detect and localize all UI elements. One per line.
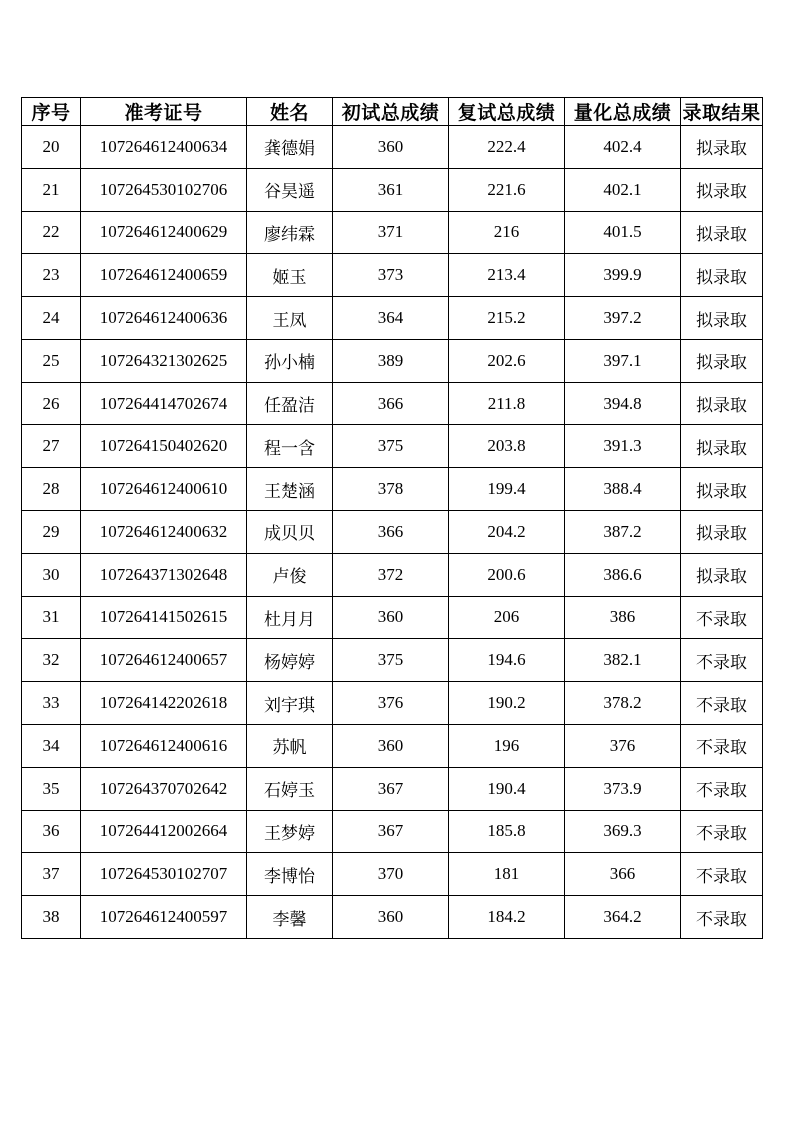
table-cell-initial_score: 360 bbox=[333, 724, 449, 767]
table-row bbox=[22, 553, 763, 596]
table-cell-initial_score: 360 bbox=[333, 596, 449, 639]
table-cell-exam_id: 107264412002664 bbox=[81, 810, 247, 853]
table-row bbox=[22, 297, 763, 340]
table-cell-retest_score: 222.4 bbox=[449, 126, 565, 169]
table-cell-retest_score: 184.2 bbox=[449, 896, 565, 939]
table-cell-result: 拟录取 bbox=[681, 425, 763, 468]
table-cell-quantified_score: 382.1 bbox=[565, 639, 681, 682]
table-cell-result: 不录取 bbox=[681, 810, 763, 853]
table-cell-result: 不录取 bbox=[681, 596, 763, 639]
table-cell-index: 23 bbox=[22, 254, 81, 297]
table-cell-retest_score: 199.4 bbox=[449, 468, 565, 511]
table-cell-initial_score: 366 bbox=[333, 511, 449, 554]
column-header-exam_id: 准考证号 bbox=[81, 98, 247, 126]
table-cell-index: 33 bbox=[22, 682, 81, 725]
table-cell-name: 王楚涵 bbox=[247, 468, 333, 511]
table-cell-exam_id: 107264414702674 bbox=[81, 382, 247, 425]
table-cell-exam_id: 107264612400610 bbox=[81, 468, 247, 511]
results-table bbox=[21, 97, 763, 939]
table-cell-initial_score: 367 bbox=[333, 767, 449, 810]
table-cell-initial_score: 371 bbox=[333, 211, 449, 254]
table-cell-result: 拟录取 bbox=[681, 126, 763, 169]
table-row bbox=[22, 724, 763, 767]
column-header-index: 序号 bbox=[22, 98, 81, 126]
column-header-initial_score: 初试总成绩 bbox=[333, 98, 449, 126]
table-cell-initial_score: 375 bbox=[333, 425, 449, 468]
table-cell-index: 36 bbox=[22, 810, 81, 853]
table-cell-exam_id: 107264141502615 bbox=[81, 596, 247, 639]
table-cell-quantified_score: 397.2 bbox=[565, 297, 681, 340]
column-header-quantified_score: 量化总成绩 bbox=[565, 98, 681, 126]
table-cell-name: 杨婷婷 bbox=[247, 639, 333, 682]
table-cell-result: 不录取 bbox=[681, 767, 763, 810]
table-cell-quantified_score: 386.6 bbox=[565, 553, 681, 596]
table-cell-exam_id: 107264612400616 bbox=[81, 724, 247, 767]
table-row bbox=[22, 382, 763, 425]
table-cell-exam_id: 107264612400632 bbox=[81, 511, 247, 554]
table-cell-index: 35 bbox=[22, 767, 81, 810]
table-cell-index: 27 bbox=[22, 425, 81, 468]
table-cell-result: 拟录取 bbox=[681, 382, 763, 425]
table-cell-result: 拟录取 bbox=[681, 254, 763, 297]
table-cell-exam_id: 107264612400659 bbox=[81, 254, 247, 297]
table-cell-exam_id: 107264530102707 bbox=[81, 853, 247, 896]
table-row bbox=[22, 853, 763, 896]
table-cell-name: 王凤 bbox=[247, 297, 333, 340]
table-body bbox=[22, 126, 763, 939]
table-cell-quantified_score: 366 bbox=[565, 853, 681, 896]
table-cell-retest_score: 181 bbox=[449, 853, 565, 896]
table-cell-result: 不录取 bbox=[681, 682, 763, 725]
table-cell-initial_score: 370 bbox=[333, 853, 449, 896]
table-cell-quantified_score: 386 bbox=[565, 596, 681, 639]
table-cell-name: 李博怡 bbox=[247, 853, 333, 896]
table-cell-quantified_score: 397.1 bbox=[565, 339, 681, 382]
table-cell-retest_score: 200.6 bbox=[449, 553, 565, 596]
table-cell-quantified_score: 378.2 bbox=[565, 682, 681, 725]
table-cell-name: 任盈洁 bbox=[247, 382, 333, 425]
table-cell-initial_score: 378 bbox=[333, 468, 449, 511]
table-cell-exam_id: 107264612400636 bbox=[81, 297, 247, 340]
table-cell-name: 卢俊 bbox=[247, 553, 333, 596]
table-cell-name: 石婷玉 bbox=[247, 767, 333, 810]
table-cell-initial_score: 360 bbox=[333, 896, 449, 939]
table-cell-index: 25 bbox=[22, 339, 81, 382]
table-row bbox=[22, 468, 763, 511]
table-cell-quantified_score: 391.3 bbox=[565, 425, 681, 468]
table-cell-exam_id: 107264612400634 bbox=[81, 126, 247, 169]
table-cell-exam_id: 107264612400657 bbox=[81, 639, 247, 682]
table-cell-index: 28 bbox=[22, 468, 81, 511]
table-cell-retest_score: 204.2 bbox=[449, 511, 565, 554]
table-cell-quantified_score: 364.2 bbox=[565, 896, 681, 939]
table-row bbox=[22, 596, 763, 639]
table-cell-quantified_score: 401.5 bbox=[565, 211, 681, 254]
table-cell-exam_id: 107264371302648 bbox=[81, 553, 247, 596]
table-row bbox=[22, 168, 763, 211]
table-cell-initial_score: 372 bbox=[333, 553, 449, 596]
table-cell-name: 李馨 bbox=[247, 896, 333, 939]
table-cell-quantified_score: 387.2 bbox=[565, 511, 681, 554]
table-cell-index: 37 bbox=[22, 853, 81, 896]
table-row bbox=[22, 810, 763, 853]
table-cell-name: 谷昊遥 bbox=[247, 168, 333, 211]
table-cell-initial_score: 373 bbox=[333, 254, 449, 297]
table-row bbox=[22, 425, 763, 468]
table-cell-index: 31 bbox=[22, 596, 81, 639]
table-cell-index: 38 bbox=[22, 896, 81, 939]
table-cell-quantified_score: 376 bbox=[565, 724, 681, 767]
table-cell-name: 王梦婷 bbox=[247, 810, 333, 853]
table-cell-quantified_score: 369.3 bbox=[565, 810, 681, 853]
table-cell-exam_id: 107264612400597 bbox=[81, 896, 247, 939]
table-row bbox=[22, 767, 763, 810]
table-cell-name: 孙小楠 bbox=[247, 339, 333, 382]
table-cell-index: 32 bbox=[22, 639, 81, 682]
table-cell-result: 拟录取 bbox=[681, 553, 763, 596]
table-cell-quantified_score: 373.9 bbox=[565, 767, 681, 810]
table-row bbox=[22, 126, 763, 169]
table-cell-result: 拟录取 bbox=[681, 468, 763, 511]
table-cell-exam_id: 107264370702642 bbox=[81, 767, 247, 810]
table-cell-initial_score: 366 bbox=[333, 382, 449, 425]
results-table-container bbox=[21, 97, 762, 939]
table-row bbox=[22, 211, 763, 254]
table-cell-name: 龚德娟 bbox=[247, 126, 333, 169]
table-cell-initial_score: 364 bbox=[333, 297, 449, 340]
table-cell-initial_score: 367 bbox=[333, 810, 449, 853]
table-cell-index: 34 bbox=[22, 724, 81, 767]
table-cell-index: 29 bbox=[22, 511, 81, 554]
table-cell-initial_score: 375 bbox=[333, 639, 449, 682]
table-cell-name: 成贝贝 bbox=[247, 511, 333, 554]
table-cell-index: 26 bbox=[22, 382, 81, 425]
table-cell-retest_score: 194.6 bbox=[449, 639, 565, 682]
column-header-retest_score: 复试总成绩 bbox=[449, 98, 565, 126]
table-cell-initial_score: 389 bbox=[333, 339, 449, 382]
table-cell-exam_id: 107264530102706 bbox=[81, 168, 247, 211]
table-cell-name: 苏帆 bbox=[247, 724, 333, 767]
table-cell-exam_id: 107264612400629 bbox=[81, 211, 247, 254]
table-cell-retest_score: 196 bbox=[449, 724, 565, 767]
table-cell-initial_score: 361 bbox=[333, 168, 449, 211]
table-cell-retest_score: 216 bbox=[449, 211, 565, 254]
table-cell-index: 30 bbox=[22, 553, 81, 596]
table-cell-result: 拟录取 bbox=[681, 339, 763, 382]
table-cell-name: 刘宇琪 bbox=[247, 682, 333, 725]
table-cell-result: 不录取 bbox=[681, 639, 763, 682]
table-cell-retest_score: 202.6 bbox=[449, 339, 565, 382]
column-header-name: 姓名 bbox=[247, 98, 333, 126]
table-header-row bbox=[22, 98, 763, 126]
table-row bbox=[22, 339, 763, 382]
table-cell-retest_score: 211.8 bbox=[449, 382, 565, 425]
table-cell-retest_score: 185.8 bbox=[449, 810, 565, 853]
table-cell-exam_id: 107264150402620 bbox=[81, 425, 247, 468]
table-cell-index: 24 bbox=[22, 297, 81, 340]
table-cell-result: 不录取 bbox=[681, 853, 763, 896]
table-cell-result: 拟录取 bbox=[681, 511, 763, 554]
table-cell-quantified_score: 394.8 bbox=[565, 382, 681, 425]
table-cell-name: 廖纬霖 bbox=[247, 211, 333, 254]
table-cell-quantified_score: 402.1 bbox=[565, 168, 681, 211]
table-cell-retest_score: 221.6 bbox=[449, 168, 565, 211]
table-cell-name: 程一含 bbox=[247, 425, 333, 468]
table-cell-retest_score: 215.2 bbox=[449, 297, 565, 340]
table-cell-result: 不录取 bbox=[681, 896, 763, 939]
table-row bbox=[22, 511, 763, 554]
table-cell-index: 22 bbox=[22, 211, 81, 254]
table-cell-index: 20 bbox=[22, 126, 81, 169]
column-header-result: 录取结果 bbox=[681, 98, 763, 126]
table-cell-result: 拟录取 bbox=[681, 297, 763, 340]
table-row bbox=[22, 639, 763, 682]
table-cell-name: 杜月月 bbox=[247, 596, 333, 639]
table-cell-name: 姬玉 bbox=[247, 254, 333, 297]
table-cell-quantified_score: 388.4 bbox=[565, 468, 681, 511]
table-cell-retest_score: 190.4 bbox=[449, 767, 565, 810]
table-cell-retest_score: 213.4 bbox=[449, 254, 565, 297]
table-cell-retest_score: 206 bbox=[449, 596, 565, 639]
table-row bbox=[22, 254, 763, 297]
table-row bbox=[22, 896, 763, 939]
table-row bbox=[22, 682, 763, 725]
table-cell-result: 拟录取 bbox=[681, 211, 763, 254]
table-cell-exam_id: 107264142202618 bbox=[81, 682, 247, 725]
table-cell-exam_id: 107264321302625 bbox=[81, 339, 247, 382]
table-cell-initial_score: 376 bbox=[333, 682, 449, 725]
table-cell-retest_score: 190.2 bbox=[449, 682, 565, 725]
table-cell-index: 21 bbox=[22, 168, 81, 211]
table-cell-initial_score: 360 bbox=[333, 126, 449, 169]
table-cell-quantified_score: 402.4 bbox=[565, 126, 681, 169]
table-cell-retest_score: 203.8 bbox=[449, 425, 565, 468]
table-cell-quantified_score: 399.9 bbox=[565, 254, 681, 297]
table-cell-result: 拟录取 bbox=[681, 168, 763, 211]
table-cell-result: 不录取 bbox=[681, 724, 763, 767]
